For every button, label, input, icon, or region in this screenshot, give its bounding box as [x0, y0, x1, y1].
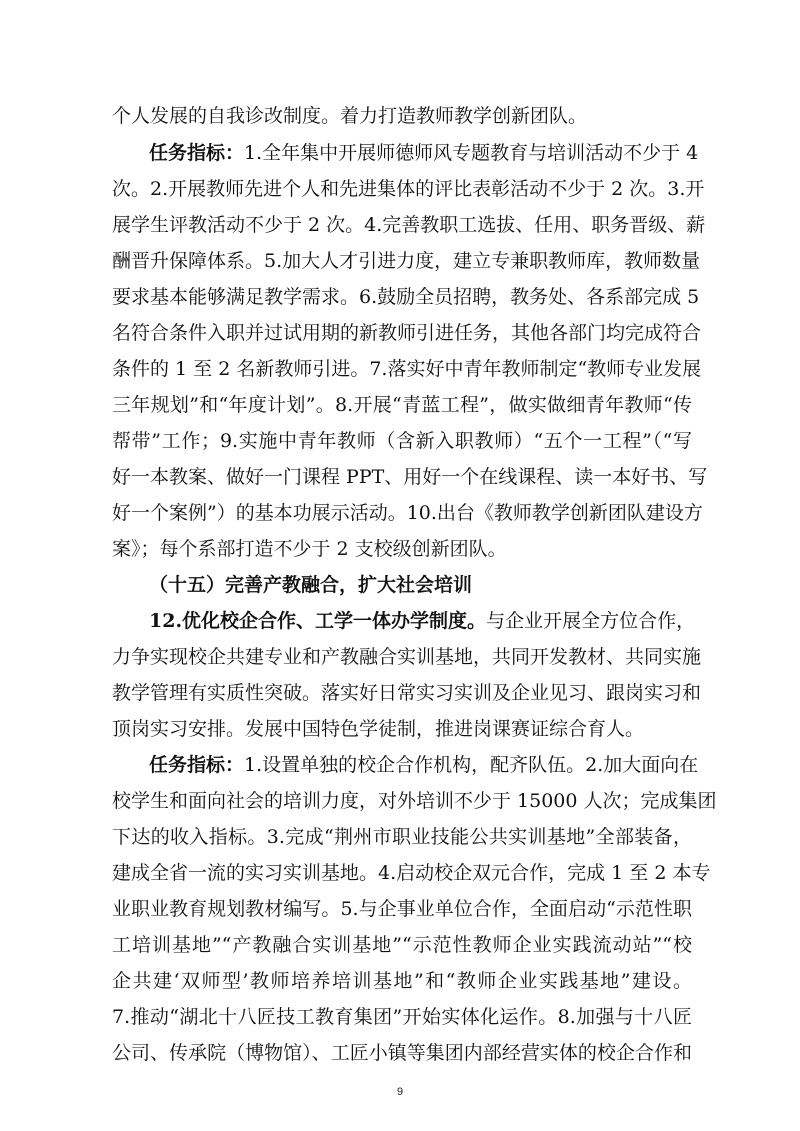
paragraph-line: 公司、传承院（博物馆）、工匠小镇等集团内部经营实体的校企合作和	[112, 1042, 692, 1064]
paragraph-line	[149, 135, 699, 171]
paragraph-line: 校学生和面向社会的培训力度，对外培训不少于 15000 人次；完成集团	[112, 790, 717, 812]
section-heading: （十五）完善产教融合，扩大社会培训	[149, 574, 473, 596]
paragraph-line: 三年规划”和“年度计划”。8.开展“青蓝工程”，做实做细青年教师“传	[112, 394, 692, 416]
paragraph-line	[149, 603, 696, 639]
line-text: 与企业开展全方位合作，	[486, 610, 696, 632]
item-heading: 12.优化校企合作、工学一体办学制度。	[149, 610, 487, 632]
paragraph-line: 酬晋升保障体系。5.加大人才引进力度，建立专兼职教师库，教师数量	[112, 250, 701, 272]
paragraph-line: 业职业教育规划教材编写。5.与企事业单位合作，全面启动“示范性职	[112, 898, 692, 920]
paragraph-line: 好一本教案、做好一门课程 PPT、用好一个在线课程、读一本好书、写	[112, 466, 708, 488]
paragraph-line: 次。2.开展教师先进个人和先进集体的评比表彰活动不少于 2 次。3.开	[112, 178, 705, 200]
line-text: 1.全年集中开展师德师风专题教育与培训活动不少于 4	[244, 142, 699, 164]
paragraph-line: 下达的收入指标。3.完成“荆州市职业技能公共实训基地”全部装备，	[112, 826, 692, 848]
task-indicator-label: 任务指标：	[149, 142, 245, 164]
paragraph-line: 教学管理有实质性突破。落实好日常实习实训及企业见习、跟岗实习和	[112, 682, 702, 704]
page-number: 9	[396, 1086, 404, 1098]
paragraph-line: 个人发展的自我诊改制度。着力打造教师教学创新团队。	[112, 105, 588, 127]
paragraph-line: 名符合条件入职并过试用期的新教师引进任务，其他各部门均完成符合	[112, 322, 702, 344]
paragraph-line: 7.推动“湖北十八匠技工教育集团”开始实体化运作。8.加强与十八匠	[112, 1006, 692, 1028]
paragraph-line	[149, 747, 699, 783]
line-text: 1.设置单独的校企合作机构，配齐队伍。2.加大面向在	[244, 754, 699, 776]
paragraph-line: 企共建‘双师型’教师培养培训基地”和“教师企业实践基地”建设。	[112, 970, 692, 992]
paragraph-line: 案》；每个系部打造不少于 2 支校级创新团队。	[112, 538, 507, 560]
paragraph-line: 顶岗实习安排。发展中国特色学徒制，推进岗课赛证综合育人。	[112, 718, 645, 740]
paragraph-line: 条件的 1 至 2 名新教师引进。7.落实好中青年教师制定“教师专业发展	[112, 358, 702, 380]
paragraph-line: 帮带”工作；9.实施中青年教师（含新入职教师）“五个一工程”（“写	[112, 430, 692, 452]
paragraph-line: 好一个案例”）的基本功展示活动。10.出台《教师教学创新团队建设方	[112, 502, 703, 524]
paragraph-line: 工培训基地”“产教融合实训基地”“示范性教师企业实践流动站”“校	[112, 934, 692, 956]
paragraph-line: 展学生评教活动不少于 2 次。4.完善教职工选拔、任用、职务晋级、薪	[112, 214, 706, 236]
task-indicator-label: 任务指标：	[149, 754, 245, 776]
paragraph-line: 要求基本能够满足教学需求。6.鼓励全员招聘，教务处、各系部完成 5	[112, 286, 700, 308]
paragraph-line: 建成全省一流的实习实训基地。4.启动校企双元合作，完成 1 至 2 本专	[112, 862, 711, 884]
paragraph-line: 力争实现校企共建专业和产教融合实训基地，共同开发教材、共同实施	[112, 646, 702, 668]
